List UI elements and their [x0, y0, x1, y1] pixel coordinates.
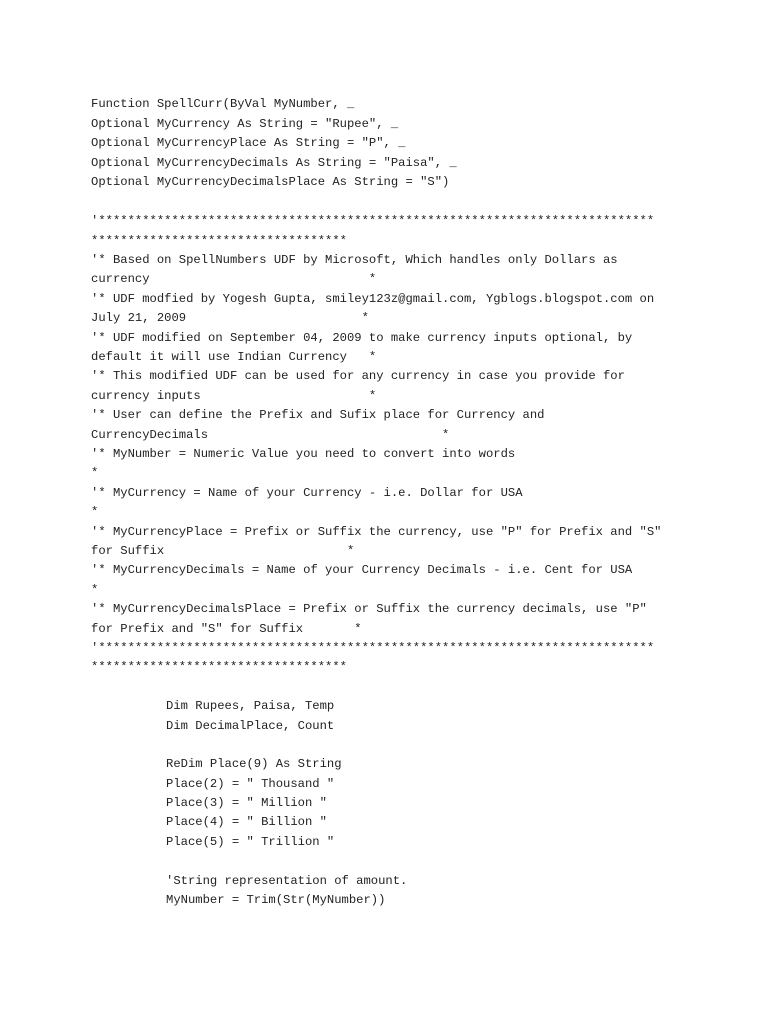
comment-line: '* UDF modfied by Yogesh Gupta, smiley123z@gmail.com, Ygblogs.blogspot.com on	[91, 292, 655, 306]
comment-line: '****************************************************************************	[91, 214, 655, 228]
code-line: Place(2) = " Thousand "	[166, 777, 335, 791]
code-line: Place(5) = " Trillion "	[166, 835, 335, 849]
comment-line: July 21, 2009 *	[91, 311, 369, 325]
comment-line: '* MyCurrencyPlace = Prefix or Suffix the currency, use "P" for Prefix and "S"	[91, 525, 662, 539]
code-line: ReDim Place(9) As String	[166, 757, 342, 771]
comment-line: 'String representation of amount.	[166, 874, 408, 888]
code-line: Optional MyCurrency As String = "Rupee", _	[91, 117, 399, 131]
comment-line: ***********************************	[91, 660, 347, 674]
comment-line: '****************************************************************************	[91, 641, 655, 655]
comment-line: default it will use Indian Currency *	[91, 350, 377, 364]
comment-line: CurrencyDecimals *	[91, 428, 450, 442]
code-line: Function SpellCurr(ByVal MyNumber, _	[91, 97, 355, 111]
code-line: Optional MyCurrencyDecimals As String = "Paisa", _	[91, 156, 457, 170]
comment-line: '* This modified UDF can be used for any currency in case you provide for	[91, 369, 625, 383]
comment-line: '* MyCurrency = Name of your Currency - i.e. Dollar for USA	[91, 486, 523, 500]
code-line: Optional MyCurrencyPlace As String = "P", _	[91, 136, 406, 150]
comment-line: for Prefix and "S" for Suffix *	[91, 622, 362, 636]
comment-line: *	[91, 583, 99, 597]
comment-line: *	[91, 505, 99, 519]
code-line: MyNumber = Trim(Str(MyNumber))	[166, 893, 386, 907]
comment-line: currency inputs *	[91, 389, 377, 403]
comment-line: '* User can define the Prefix and Sufix place for Currency and	[91, 408, 545, 422]
comment-line: '* MyNumber = Numeric Value you need to convert into words	[91, 447, 516, 461]
comment-line: '* MyCurrencyDecimalsPlace = Prefix or Suffix the currency decimals, use "P"	[91, 602, 647, 616]
comment-line: '* MyCurrencyDecimals = Name of your Currency Decimals - i.e. Cent for USA	[91, 563, 633, 577]
code-line: Dim Rupees, Paisa, Temp	[166, 699, 335, 713]
comment-line: for Suffix *	[91, 544, 355, 558]
comment-line: ***********************************	[91, 234, 347, 248]
comment-line: '* UDF modified on September 04, 2009 to make currency inputs optional, by	[91, 331, 633, 345]
comment-line: currency *	[91, 272, 377, 286]
code-line: Place(4) = " Billion "	[166, 815, 327, 829]
code-line: Place(3) = " Million "	[166, 796, 327, 810]
comment-line: '* Based on SpellNumbers UDF by Microsoft, Which handles only Dollars as	[91, 253, 618, 267]
comment-line: *	[91, 466, 99, 480]
code-line: Optional MyCurrencyDecimalsPlace As String = "S")	[91, 175, 450, 189]
code-line: Dim DecimalPlace, Count	[166, 719, 335, 733]
